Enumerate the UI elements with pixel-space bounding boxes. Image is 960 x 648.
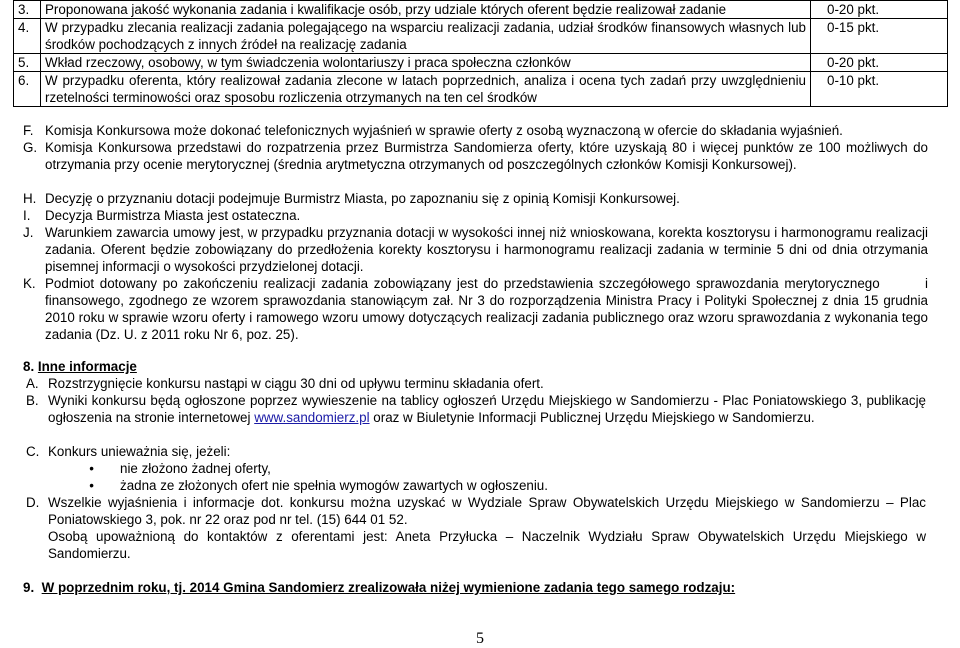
table-row — [14, 19, 948, 54]
section-8a — [26, 375, 926, 392]
criterion-points: 0-10 pkt. — [811, 72, 948, 107]
section-text — [48, 392, 926, 426]
section-title: W poprzednim roku, tj. 2014 Gmina Sandomierz zrealizowała niżej wymienione zadania tego samego rodzaju: — [41, 580, 736, 595]
text-after-link: oraz w Biuletynie Informacji Publicznej Urzędu Miejskiego w Sandomierzu. — [369, 410, 815, 425]
section-8-heading — [23, 358, 137, 375]
section-text: Warunkiem zawarcia umowy jest, w przypadku przyznania dotacji w wysokości innej niż wnioskowana, korekta kosztorysu i harmonogramu realizacji zadania. Oferent będzie zobowiązany do przedłożenia korekty kosztorysu i harmonogramu realizacji zadania w terminie 5 dni od dnia otrzymania pisemnej informacji o wysokości przydzielonej dotacji. — [45, 225, 928, 274]
section-8b — [26, 392, 926, 426]
section-g — [23, 139, 928, 173]
row-number: 5. — [14, 54, 41, 72]
section-letter: G. — [23, 140, 38, 155]
criterion-points: 0-20 pkt. — [811, 54, 948, 72]
section-letter: I. — [23, 208, 31, 223]
section-8c — [26, 443, 926, 494]
contact-person-text: Osobą upoważnioną do kontaktów z oferentami jest: Aneta Przyłucka – Naczelnik Wydziału Spraw Obywatelskich Urzędu Miejskiego w Sandomierzu. — [48, 529, 926, 561]
section-title: Inne informacje — [37, 359, 137, 374]
page-number: 5 — [476, 630, 484, 647]
section-letter: K. — [23, 276, 36, 291]
list-item-text: żadna ze złożonych ofert nie spełnia wymogów zawartych w ogłoszeniu. — [120, 478, 548, 493]
section-text: Komisja Konkursowa przedstawi do rozpatrzenia przez Burmistrza Sandomierza oferty, które uzyskają 80 i więcej punktów ze 100 możliwych do otrzymania przy ocenie merytorycznej (średnia arytmetyczna otrzymanych od poszczególnych członków Komisji Konkursowej). — [45, 140, 928, 172]
text-before-link: Wyniki konkursu będą ogłoszone poprzez wywieszenie na tablicy ogłoszeń Urzędu Miejskiego w Sandomierzu - Plac Poniatowskiego 3, publikację ogłoszenia na stronie internetowej — [48, 393, 926, 425]
section-letter: J. — [23, 225, 34, 240]
section-text: Decyzja Burmistrza Miasta jest ostateczna. — [45, 208, 301, 223]
section-letter: B. — [26, 393, 39, 408]
section-number: 8. — [23, 359, 35, 374]
table-row — [14, 1, 948, 19]
bullet-icon: • — [89, 461, 94, 476]
criterion-points: 0-15 pkt. — [811, 19, 948, 54]
website-link[interactable]: www.sandomierz.pl — [254, 410, 370, 425]
section-text: Wszelkie wyjaśnienia i informacje dot. konkursu można uzyskać w Wydziale Spraw Obywatelskich Urzędu Miejskiego w Sandomierzu – Plac Poniatowskiego 3, pok. nr 22 oraz pod nr tel. (15) 644 01 52. — [48, 495, 926, 527]
section-f — [23, 122, 928, 139]
criterion-text: W przypadku zlecania realizacji zadania polegającego na wsparciu realizacji zadania, udział środków finansowych własnych lub środków pochodzących z innych źródeł na realizację zadania — [41, 19, 811, 54]
section-letter: F. — [23, 123, 34, 138]
table-row — [14, 54, 948, 72]
section-text: Rozstrzygnięcie konkursu nastąpi w ciągu 30 dni od upływu terminu składania ofert. — [48, 376, 544, 391]
section-9-heading — [23, 579, 735, 596]
row-number: 6. — [14, 72, 41, 107]
row-number: 4. — [14, 19, 41, 54]
list-item — [26, 477, 926, 494]
section-letter: A. — [26, 376, 39, 391]
section-k — [23, 275, 932, 343]
section-text: Podmiot dotowany po zakończeniu realizacji zadania zobowiązany jest do przedstawienia szczegółowego sprawozdania merytorycznego i finansowego, zgodnego ze wzorem sprawozdania stanowiącym zał. Nr 3 do rozporządzenia Ministra Pracy i Polityki Społecznej z dnia 15 grudnia 2010 roku w sprawie wzoru oferty i ramowego wzoru umowy dotyczących realizacji zadania publicznego oraz wzoru sprawozdania z wykonania tego zadania (Dz. U. z 2011 roku Nr 6, poz. 25). — [45, 276, 932, 342]
section-letter: C. — [26, 444, 40, 459]
section-8d — [26, 494, 926, 562]
criteria-table — [13, 0, 948, 107]
row-number: 3. — [14, 1, 41, 19]
list-item-text: nie złożono żadnej oferty, — [120, 461, 271, 476]
criterion-points: 0-20 pkt. — [811, 1, 948, 19]
criterion-text: Proponowana jakość wykonania zadania i kwalifikacje osób, przy udziale których oferent będzie realizował zadanie — [41, 1, 811, 19]
section-letter: H. — [23, 191, 37, 206]
list-item — [26, 460, 926, 477]
section-h — [23, 190, 928, 207]
section-text: Konkurs unieważnia się, jeżeli: — [48, 444, 231, 459]
section-j — [23, 224, 928, 275]
section-text: Komisja Konkursowa może dokonać telefonicznych wyjaśnień w sprawie oferty z osobą wyznaczoną w ofercie do składania wyjaśnień. — [45, 123, 843, 138]
criterion-text: Wkład rzeczowy, osobowy, w tym świadczenia wolontariuszy i praca społeczna członków — [41, 54, 811, 72]
section-letter: D. — [26, 495, 40, 510]
bullet-icon: • — [89, 478, 94, 493]
section-number: 9. — [23, 580, 35, 595]
table-row — [14, 72, 948, 107]
criterion-text: W przypadku oferenta, który realizował zadania zlecone w latach poprzednich, analiza i ocena tych zadań przy uwzględnieniu rzetelności terminowości oraz sposobu rozliczenia otrzymanych na ten cel środków — [41, 72, 811, 107]
section-i — [23, 207, 928, 224]
section-text: Decyzję o przyznaniu dotacji podejmuje Burmistrz Miasta, po zapoznaniu się z opinią Komisji Konkursowej. — [45, 191, 680, 206]
